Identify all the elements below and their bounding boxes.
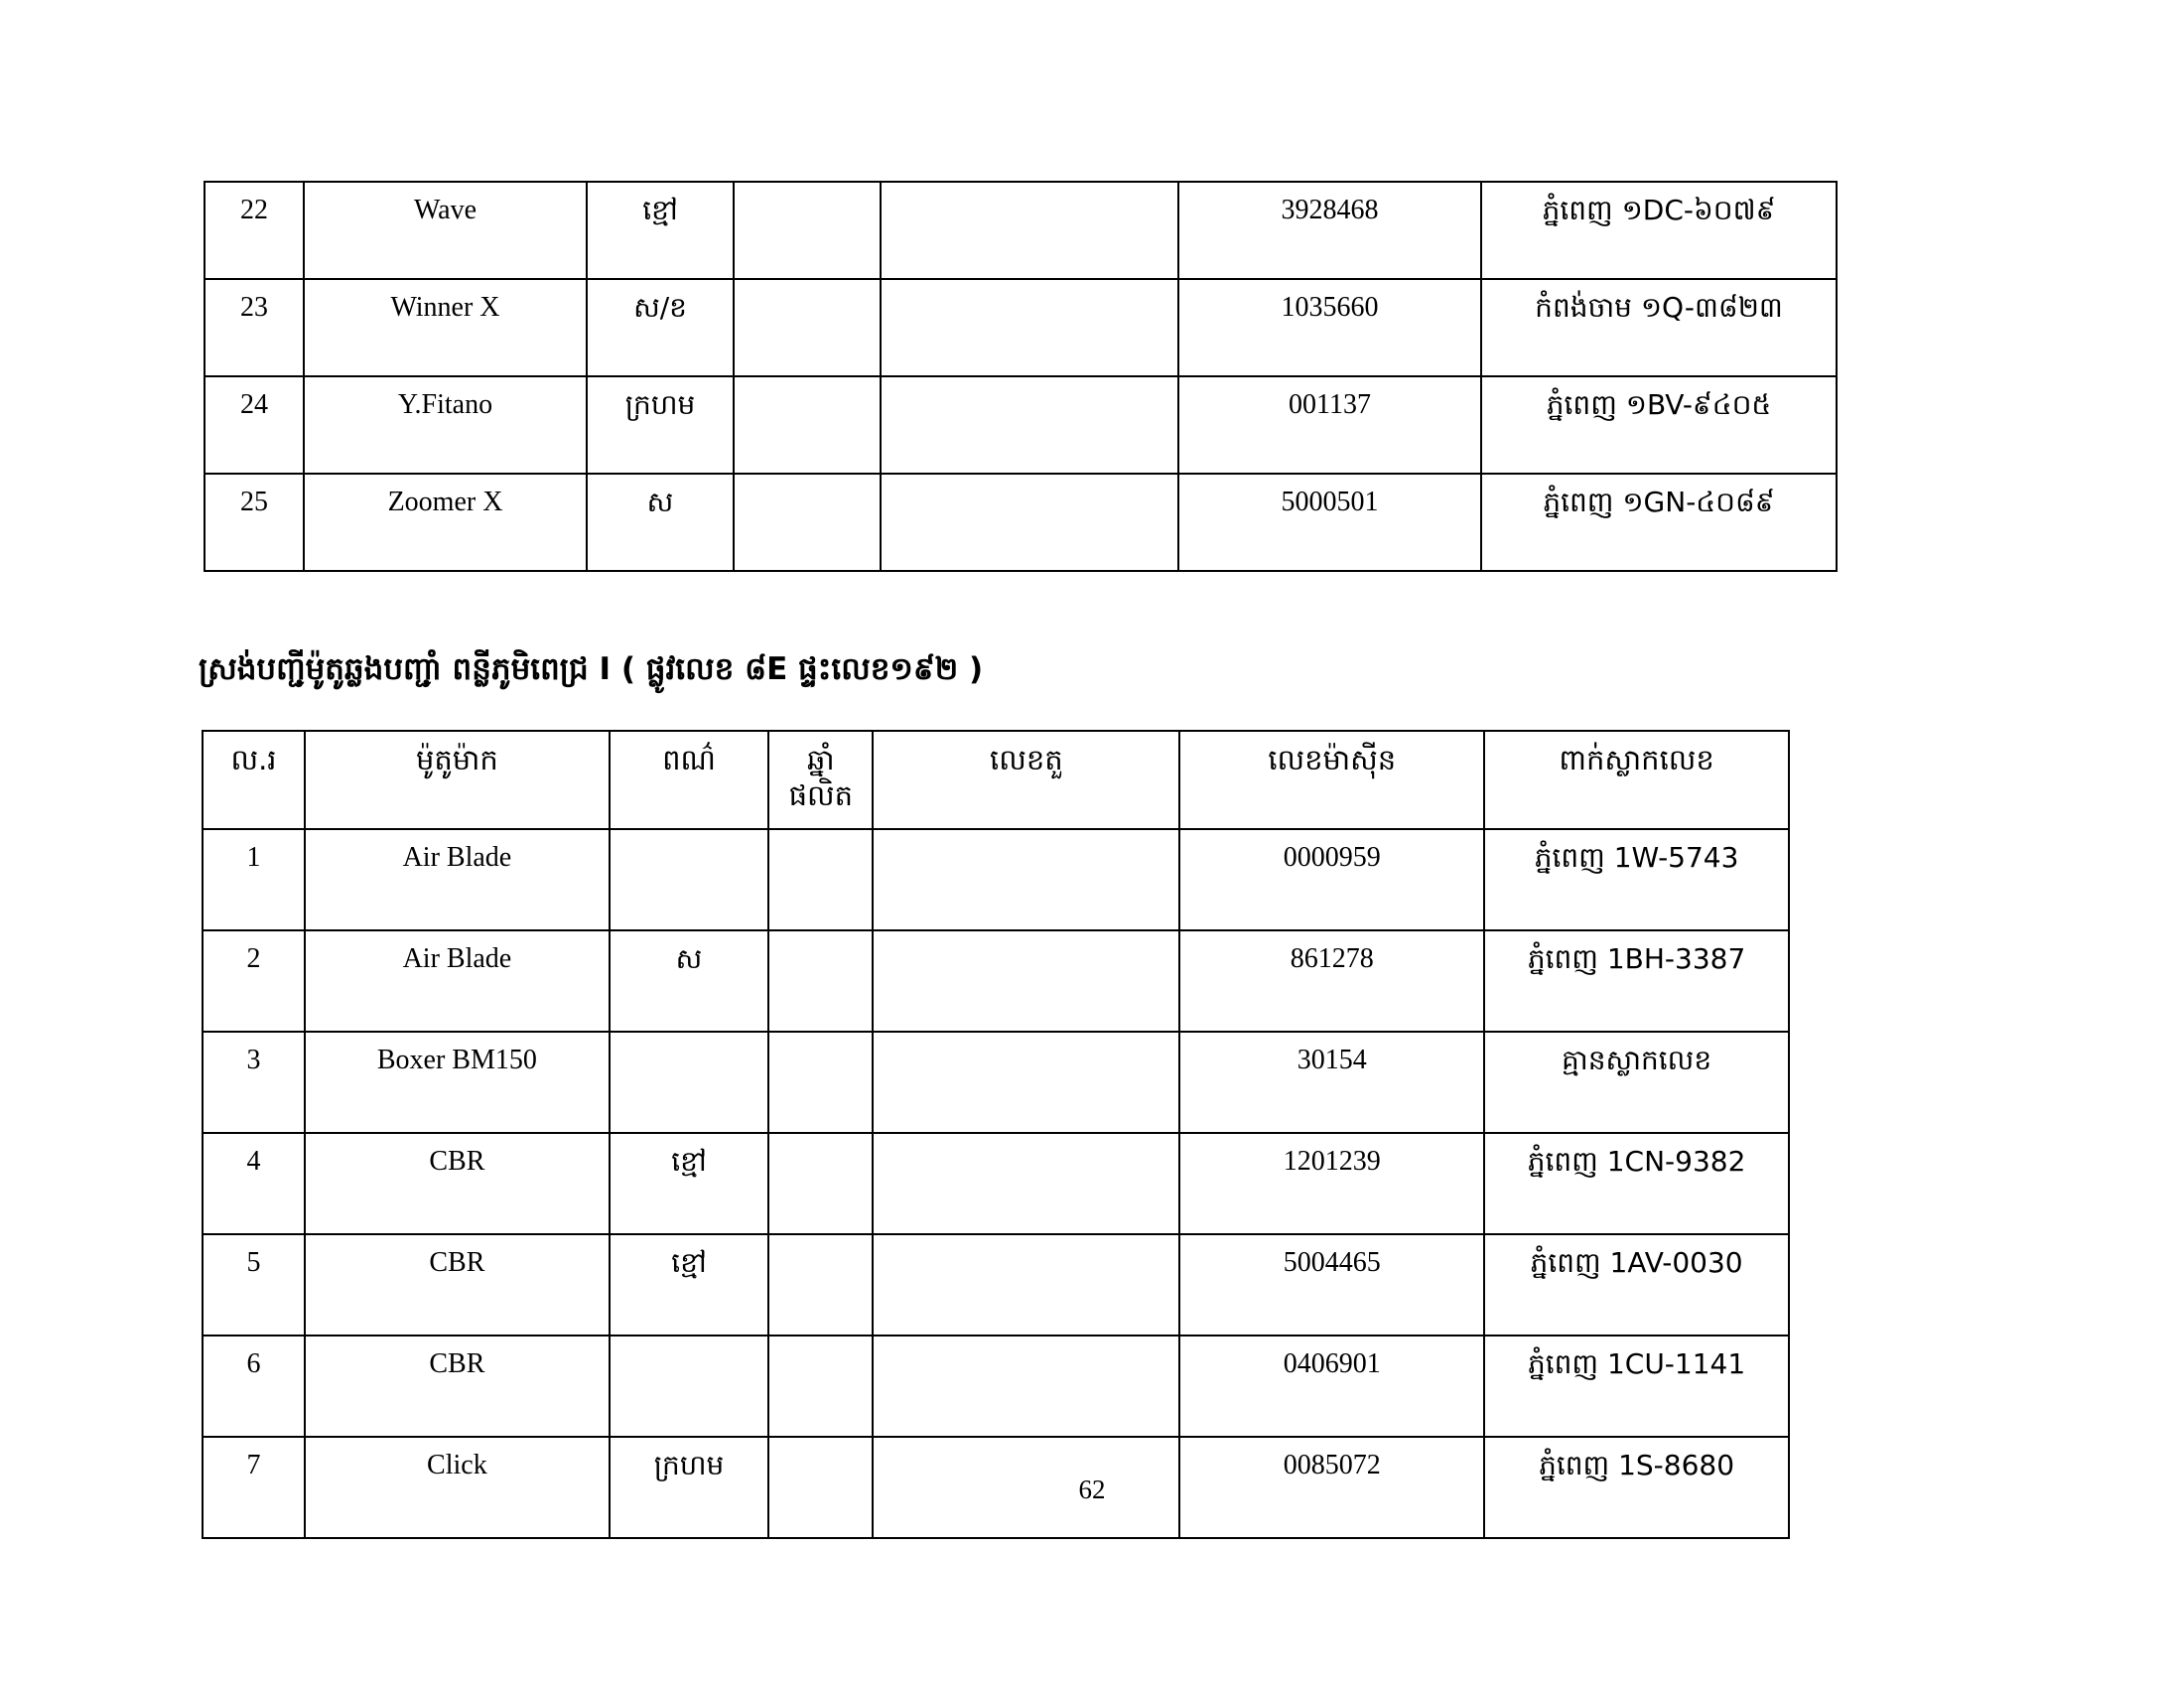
cell-color — [610, 1336, 768, 1437]
cell-engine: 3928468 — [1178, 182, 1481, 279]
cell-make: Air Blade — [305, 930, 610, 1032]
table-row — [205, 376, 1837, 474]
table-row — [203, 1336, 1789, 1437]
cell-plate: ភ្នំពេញ 1AV-0030 — [1484, 1234, 1789, 1336]
column-header-engine: លេខម៉ាស៊ីន — [1179, 731, 1484, 829]
cell-chassis — [873, 1032, 1179, 1133]
cell-engine: 861278 — [1179, 930, 1484, 1032]
cell-no: 6 — [203, 1336, 305, 1437]
cell-plate: គ្មានស្លាកលេខ — [1484, 1032, 1789, 1133]
section-heading — [199, 650, 1886, 695]
column-header-year: ឆ្នាំផលិត — [768, 731, 873, 829]
cell-plate: ភ្នំពេញ 1W-5743 — [1484, 829, 1789, 930]
cell-make: Air Blade — [305, 829, 610, 930]
cell-no: 25 — [205, 474, 304, 571]
cell-engine: 0085072 — [1179, 1437, 1484, 1538]
page-number: 62 — [1078, 1475, 1106, 1504]
cell-year — [734, 376, 881, 474]
cell-year — [734, 182, 881, 279]
cell-make: Y.Fitano — [304, 376, 587, 474]
section-heading-text: ស្រង់បញ្ជីម៉ូតូឆ្លងបញ្ជាំ ពន្លីភូមិពេជ្រ I — [199, 651, 612, 687]
cell-engine: 0000959 — [1179, 829, 1484, 930]
cell-engine: 5000501 — [1178, 474, 1481, 571]
cell-no: 23 — [205, 279, 304, 376]
cell-year — [768, 1336, 873, 1437]
cell-chassis — [881, 376, 1178, 474]
cell-engine: 1035660 — [1178, 279, 1481, 376]
cell-chassis — [881, 182, 1178, 279]
cell-no: 5 — [203, 1234, 305, 1336]
cell-no: 24 — [205, 376, 304, 474]
cell-no: 2 — [203, 930, 305, 1032]
cell-engine: 001137 — [1178, 376, 1481, 474]
cell-color: ស/ខ — [587, 279, 734, 376]
cell-chassis — [881, 279, 1178, 376]
cell-no: 1 — [203, 829, 305, 930]
table-header-row — [203, 731, 1789, 829]
cell-year — [768, 1133, 873, 1234]
table-row — [205, 279, 1837, 376]
continued-vehicle-table — [204, 181, 1838, 572]
cell-color — [610, 829, 768, 930]
table-row — [203, 829, 1789, 930]
cell-color — [610, 1032, 768, 1133]
cell-plate: ភ្នំពេញ ១BV-៩៤០៥ — [1481, 376, 1837, 474]
cell-no: 22 — [205, 182, 304, 279]
cell-year — [768, 930, 873, 1032]
cell-year — [768, 1032, 873, 1133]
cell-no: 3 — [203, 1032, 305, 1133]
column-header-color: ពណ៌ — [610, 731, 768, 829]
cell-engine: 5004465 — [1179, 1234, 1484, 1336]
cell-engine: 30154 — [1179, 1032, 1484, 1133]
cell-chassis — [873, 1133, 1179, 1234]
cell-engine: 0406901 — [1179, 1336, 1484, 1437]
column-header-make: ម៉ូតូម៉ាក — [305, 731, 610, 829]
cell-make: Wave — [304, 182, 587, 279]
vehicle-table-body — [203, 829, 1789, 1538]
table-row — [203, 1234, 1789, 1336]
section-heading-address: ( ផ្លូវលេខ ៨E ផ្ទះលេខ១៩២ ) — [620, 651, 984, 687]
cell-color: ស — [610, 930, 768, 1032]
cell-plate: ភ្នំពេញ 1CU-1141 — [1484, 1336, 1789, 1437]
cell-make: Zoomer X — [304, 474, 587, 571]
cell-color: ក្រហម — [587, 376, 734, 474]
table-row — [203, 930, 1789, 1032]
table-row — [205, 474, 1837, 571]
cell-no: 7 — [203, 1437, 305, 1538]
cell-make: Boxer BM150 — [305, 1032, 610, 1133]
cell-plate: ភ្នំពេញ ១GN-៤០៨៩ — [1481, 474, 1837, 571]
cell-color: ស — [587, 474, 734, 571]
cell-color: ក្រហម — [610, 1437, 768, 1538]
cell-year — [734, 279, 881, 376]
cell-engine: 1201239 — [1179, 1133, 1484, 1234]
column-header-plate: ពាក់ស្លាកលេខ — [1484, 731, 1789, 829]
cell-plate: ភ្នំពេញ 1S-8680 — [1484, 1437, 1789, 1538]
cell-year — [734, 474, 881, 571]
cell-chassis — [881, 474, 1178, 571]
vehicle-table — [202, 730, 1790, 1539]
table-row — [203, 1032, 1789, 1133]
cell-year — [768, 1234, 873, 1336]
continued-table-body — [205, 182, 1837, 571]
table-row — [205, 182, 1837, 279]
cell-chassis — [873, 930, 1179, 1032]
cell-no: 4 — [203, 1133, 305, 1234]
cell-plate: ភ្នំពេញ 1BH-3387 — [1484, 930, 1789, 1032]
cell-make: CBR — [305, 1234, 610, 1336]
cell-make: Click — [305, 1437, 610, 1538]
cell-chassis — [873, 829, 1179, 930]
cell-chassis — [873, 1234, 1179, 1336]
table-row — [203, 1133, 1789, 1234]
cell-year — [768, 829, 873, 930]
cell-color: ខ្មៅ — [610, 1234, 768, 1336]
column-header-chassis: លេខតួ — [873, 731, 1179, 829]
cell-color: ខ្មៅ — [610, 1133, 768, 1234]
cell-make: Winner X — [304, 279, 587, 376]
cell-plate: កំពង់ចាម ១Q-៣៨២៣ — [1481, 279, 1837, 376]
cell-plate: ភ្នំពេញ 1CN-9382 — [1484, 1133, 1789, 1234]
cell-color: ខ្មៅ — [587, 182, 734, 279]
vehicle-table-header — [203, 731, 1789, 829]
column-header-no: ល.រ — [203, 731, 305, 829]
cell-make: CBR — [305, 1336, 610, 1437]
cell-make: CBR — [305, 1133, 610, 1234]
cell-plate: ភ្នំពេញ ១DC-៦០៧៩ — [1481, 182, 1837, 279]
cell-chassis — [873, 1336, 1179, 1437]
